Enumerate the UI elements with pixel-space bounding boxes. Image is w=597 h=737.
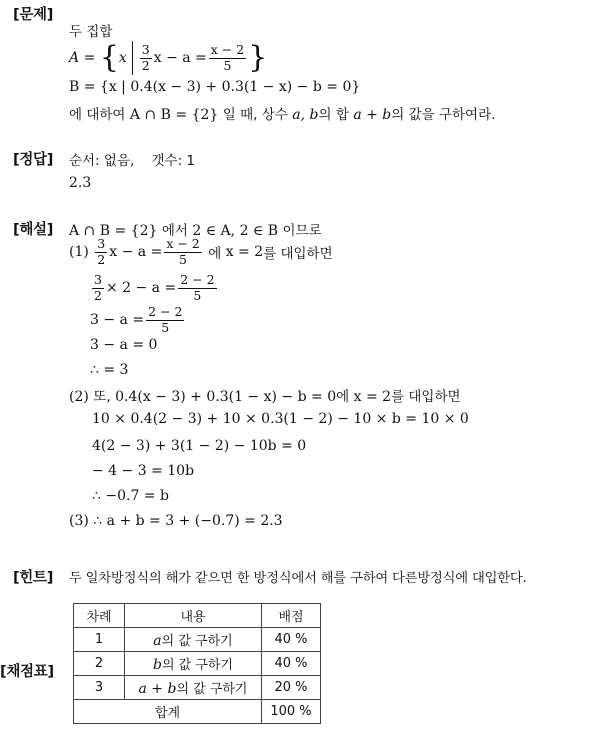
rubric-cell-content: b의 값 구하기	[125, 652, 262, 676]
problem-section-label: [문제]	[13, 7, 54, 23]
fraction: $\frac{3}{2}$	[141, 42, 150, 73]
rubric-cell-content: a의 값 구하기	[125, 628, 262, 652]
answer-value: 2.3	[69, 175, 92, 191]
solution-intro: A ∩ B = {2} 에서 2 ∈ A, 2 ∈ B 이므로	[69, 223, 322, 239]
solution-step2-line2: 10 × 0.4(2 − 3) + 10 × 0.3(1 − 2) − 10 × b = 10 × 0	[92, 411, 469, 427]
answer-meta: 순서: 없음, 갯수: 1	[69, 153, 196, 169]
set-a-expression: x − a =	[153, 50, 207, 66]
solution-step1-line5: ∴ = 3	[90, 362, 129, 378]
solution-step2-line4: − 4 − 3 = 10b	[92, 463, 195, 479]
rubric-cell-score: 40 %	[262, 652, 321, 676]
rubric-cell-no: 1	[74, 628, 125, 652]
set-b-definition: B = {x | 0.4(x − 3) + 0.3(1 − x) − b = 0}	[69, 79, 361, 95]
rubric-header-score: 배점	[262, 604, 321, 628]
rubric-cell-no: 2	[74, 652, 125, 676]
set-a-name: A	[69, 50, 80, 66]
rubric-header-row	[74, 604, 321, 628]
solution-step3: (3) ∴ a + b = 3 + (−0.7) = 2.3	[69, 513, 283, 529]
solution-step1-line2: $\frac{3}{2}$ × 2 − a = $\frac{2 - 2}{5}$	[94, 272, 215, 303]
solution-step1: (1) $\frac{3}{2}$ x − a = $\frac{x - 2}{5}$ 에 x = 2 를 대입하면	[69, 236, 333, 267]
set-a-variable: x	[118, 50, 127, 66]
fraction: $\frac{x - 2}{5}$	[210, 42, 245, 73]
solution-step2: (2) 또, 0.4(x − 3) + 0.3(1 − x) − b = 0에 x = 2를 대입하면	[69, 389, 461, 405]
rubric-cell-content: a + b의 값 구하기	[125, 676, 262, 700]
hint-text: 두 일차방정식의 해가 같으면 한 방정식에서 해를 구하여 다른방정식에 대입한다.	[69, 571, 527, 586]
rubric-cell-score: 20 %	[262, 676, 321, 700]
hint-section-label: [힌트]	[13, 570, 54, 586]
rubric-total-score: 100 %	[262, 700, 321, 724]
problem-question: 에 대하여 A ∩ B = {2} 일 때, 상수 a, b의 합 a + b의 값을 구하여라.	[69, 107, 496, 123]
solution-step2-line5: ∴ −0.7 = b	[92, 488, 169, 504]
solution-section-label: [해설]	[13, 222, 54, 238]
table-row	[74, 652, 321, 676]
solution-step1-line3: 3 − a = $\frac{2 - 2}{5}$	[90, 304, 183, 335]
rubric-total-row	[74, 700, 321, 724]
set-a-definition: A = { x $\frac{3}{2}$ x − a = $\frac{x - 2}{5}$ }	[69, 40, 268, 75]
problem-intro: 두 집합	[69, 24, 113, 40]
table-row	[74, 628, 321, 652]
rubric-section-label: [채점표]	[0, 664, 54, 680]
solution-step2-line3: 4(2 − 3) + 3(1 − 2) − 10b = 0	[92, 438, 307, 454]
rubric-table	[73, 603, 321, 724]
rubric-cell-score: 40 %	[262, 628, 321, 652]
table-row	[74, 676, 321, 700]
solution-step1-line4: 3 − a = 0	[90, 337, 158, 353]
rubric-total-label: 합계	[74, 700, 262, 724]
rubric-cell-no: 3	[74, 676, 125, 700]
rubric-header-content: 내용	[125, 604, 262, 628]
rubric-header-no: 차례	[74, 604, 125, 628]
answer-section-label: [정답]	[13, 152, 54, 168]
